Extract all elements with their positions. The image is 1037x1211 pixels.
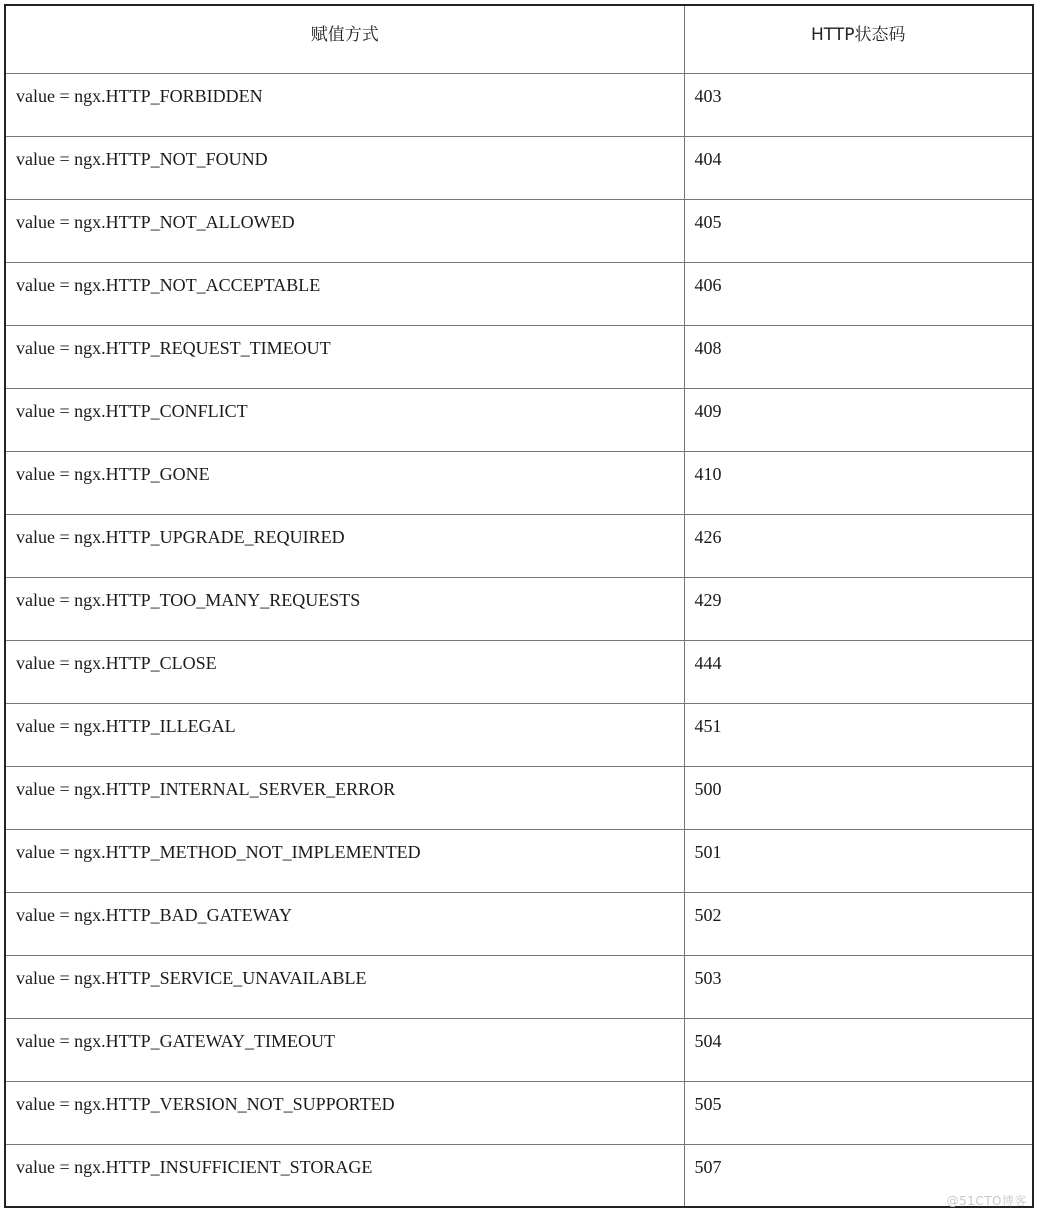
status-code-cell: 406 — [684, 262, 1033, 325]
status-code-cell: 410 — [684, 451, 1033, 514]
status-code-cell: 504 — [684, 1018, 1033, 1081]
assignment-cell: value = ngx.HTTP_INTERNAL_SERVER_ERROR — [5, 766, 684, 829]
column-header-assignment: 赋值方式 — [5, 5, 684, 73]
column-header-status-code: HTTP状态码 — [684, 5, 1033, 73]
table-row — [5, 262, 1033, 325]
watermark: @51CTO博客 — [946, 1194, 1027, 1208]
table-row — [5, 388, 1033, 451]
assignment-cell: value = ngx.HTTP_NOT_ACCEPTABLE — [5, 262, 684, 325]
status-code-cell: 408 — [684, 325, 1033, 388]
assignment-cell: value = ngx.HTTP_VERSION_NOT_SUPPORTED — [5, 1081, 684, 1144]
table-row — [5, 1144, 1033, 1207]
assignment-cell: value = ngx.HTTP_NOT_FOUND — [5, 136, 684, 199]
assignment-cell: value = ngx.HTTP_ILLEGAL — [5, 703, 684, 766]
status-code-cell: 505 — [684, 1081, 1033, 1144]
status-code-cell: 444 — [684, 640, 1033, 703]
table-row — [5, 136, 1033, 199]
assignment-cell: value = ngx.HTTP_NOT_ALLOWED — [5, 199, 684, 262]
table-row — [5, 640, 1033, 703]
assignment-cell: value = ngx.HTTP_FORBIDDEN — [5, 73, 684, 136]
assignment-cell: value = ngx.HTTP_BAD_GATEWAY — [5, 892, 684, 955]
table-row — [5, 199, 1033, 262]
assignment-cell: value = ngx.HTTP_TOO_MANY_REQUESTS — [5, 577, 684, 640]
status-code-cell: 502 — [684, 892, 1033, 955]
table-row — [5, 577, 1033, 640]
assignment-cell: value = ngx.HTTP_GATEWAY_TIMEOUT — [5, 1018, 684, 1081]
table-row — [5, 829, 1033, 892]
status-code-cell: 403 — [684, 73, 1033, 136]
assignment-cell: value = ngx.HTTP_CLOSE — [5, 640, 684, 703]
table-row — [5, 703, 1033, 766]
table-row — [5, 955, 1033, 1018]
status-code-cell: 501 — [684, 829, 1033, 892]
assignment-cell: value = ngx.HTTP_CONFLICT — [5, 388, 684, 451]
table-row — [5, 892, 1033, 955]
table-row — [5, 451, 1033, 514]
status-code-cell: 429 — [684, 577, 1033, 640]
status-code-cell: 500 — [684, 766, 1033, 829]
table-header-row — [5, 5, 1033, 73]
assignment-cell: value = ngx.HTTP_SERVICE_UNAVAILABLE — [5, 955, 684, 1018]
status-code-cell: 404 — [684, 136, 1033, 199]
status-code-cell: 451 — [684, 703, 1033, 766]
assignment-cell: value = ngx.HTTP_UPGRADE_REQUIRED — [5, 514, 684, 577]
table-body — [5, 73, 1033, 1207]
status-code-table — [4, 4, 1034, 1208]
status-code-cell: 405 — [684, 199, 1033, 262]
status-code-cell: 503 — [684, 955, 1033, 1018]
assignment-cell: value = ngx.HTTP_METHOD_NOT_IMPLEMENTED — [5, 829, 684, 892]
status-code-cell: 426 — [684, 514, 1033, 577]
status-code-cell: 507 — [684, 1144, 1033, 1207]
assignment-cell: value = ngx.HTTP_GONE — [5, 451, 684, 514]
table-row — [5, 73, 1033, 136]
table-row — [5, 514, 1033, 577]
assignment-cell: value = ngx.HTTP_REQUEST_TIMEOUT — [5, 325, 684, 388]
assignment-cell: value = ngx.HTTP_INSUFFICIENT_STORAGE — [5, 1144, 684, 1207]
table-row — [5, 1018, 1033, 1081]
status-code-cell: 409 — [684, 388, 1033, 451]
table-row — [5, 325, 1033, 388]
table-row — [5, 766, 1033, 829]
table-row — [5, 1081, 1033, 1144]
